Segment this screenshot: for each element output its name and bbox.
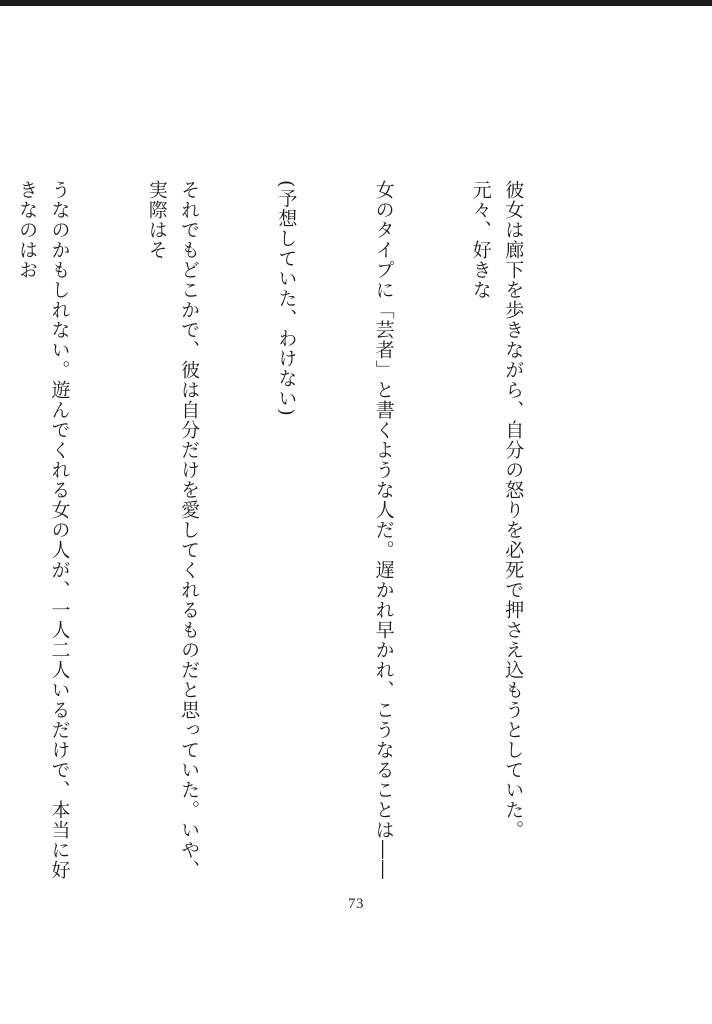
text-line: (予想していた、わけない) [275, 180, 298, 417]
vertical-text-body [0, 180, 594, 880]
text-line: それでもどこかで、彼は自分だけを愛してくれるものだと思っていた。いや、実際はそ [145, 180, 201, 880]
top-border [0, 0, 712, 6]
text-line: 女のタイプに「芸者」と書くような人だ。遅かれ早かれ、こうなることは―― [372, 180, 395, 880]
text-line: うなのかもしれない。遊んでくれる女の人が、一人二人いるだけで、本当に好きなのはお [16, 180, 71, 880]
text-line: 彼女は廊下を歩きながら、自分の怒りを必死で押さえ込もうとしていた。元々、好きな [469, 180, 525, 840]
page-number: 73 [348, 896, 364, 912]
